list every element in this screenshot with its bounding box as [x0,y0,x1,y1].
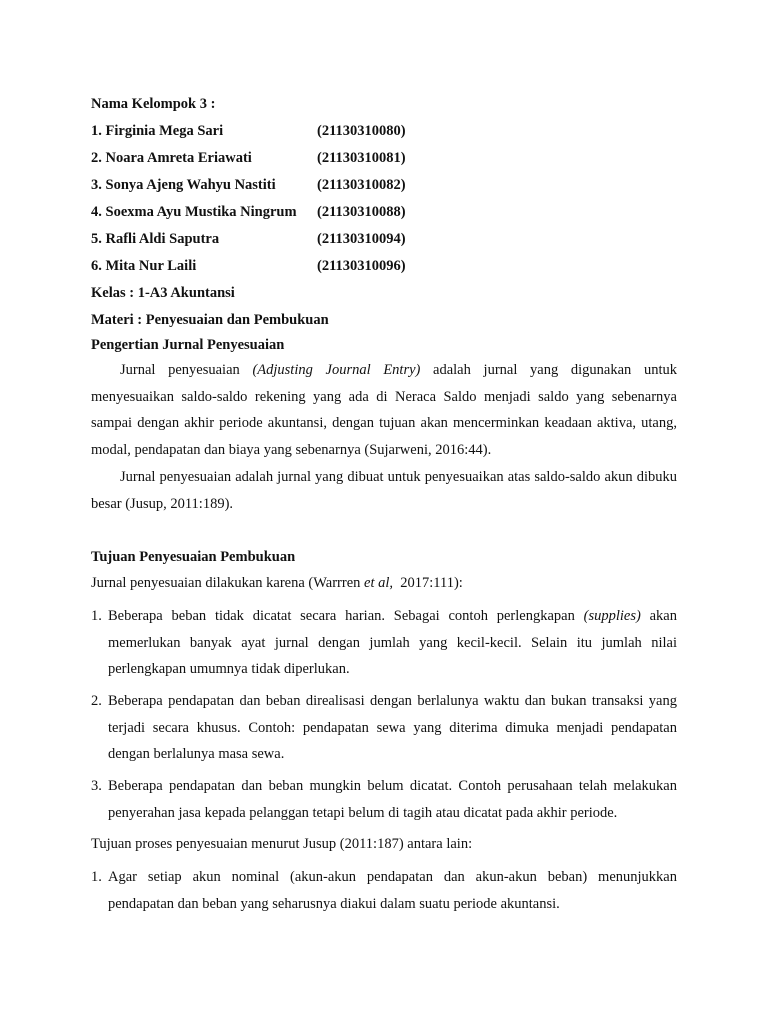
paragraph-italic-term: (Adjusting Journal Entry) [252,362,421,378]
paragraph-text: adalah jurnal yang digunakan untuk menyesuaikan saldo-saldo rekening yang ada di Neraca Saldo menjadi saldo yang sebenarnya sampai dengan akhir periode akuntansi, dengan tujuan akan mencerminkan keadaan aktiva, utang, modal, pendapatan dan biaya yang sebenarnya (Sujarweni, 2016:44). [91,362,677,458]
member-id: (21130310081) [317,150,406,166]
intro-text-end: 2017:111): [393,575,463,591]
member-name: 3. Sonya Ajeng Wahyu Nastiti [91,177,276,193]
member-id: (21130310082) [317,177,406,193]
paragraph-text: Jurnal penyesuaian [120,362,253,378]
group-title: Nama Kelompok 3 : [91,96,216,112]
list-text: akan memerlukan banyak ayat jurnal dengan jumlah yang kecil-kecil. Selain itu jumlah nilai perlengkapan umumnya tidak diperlukan. [108,608,677,677]
list-text: Agar setiap akun nominal (akun-akun pendapatan dan akun-akun beban) menunjukkan pendapatan dan beban yang seharusnya diakui dalam suatu periode akuntansi. [108,869,677,912]
section-heading-purpose: Tujuan Penyesuaian Pembukuan [91,549,296,565]
member-name: 1. Firginia Mega Sari [91,123,224,139]
purpose-process-intro: Tujuan proses penyesuaian menurut Jusup (2011:187) antara lain: [91,836,473,852]
member-id: (21130310088) [317,204,406,220]
intro-text: Jurnal penyesuaian dilakukan karena (Warrren [91,575,365,591]
section-heading-definition: Pengertian Jurnal Penyesuaian [91,337,285,353]
definition-paragraph-1 [91,357,677,463]
class-label: Kelas : 1-A3 Akuntansi [91,285,235,301]
list-number: 1. [91,869,102,885]
list-item [91,773,677,826]
member-name: 4. Soexma Ayu Mustika Ningrum [91,204,297,220]
list-item [91,864,677,917]
list-text: Beberapa pendapatan dan beban mungkin belum dicatat. Contoh perusahaan telah melakukan penyerahan jasa kepada pelanggan tetapi belum di tagih atau dicatat pada akhir periode. [108,778,677,821]
member-id: (21130310094) [317,231,406,247]
list-number: 2. [91,693,102,709]
list-item [91,603,677,683]
list-number: 3. [91,778,102,794]
member-name: 6. Mita Nur Laili [91,258,197,274]
list-italic-term: (supplies) [583,608,641,624]
member-name: 5. Rafli Aldi Saputra [91,231,220,247]
member-name: 2. Noara Amreta Eriawati [91,150,252,166]
list-number: 1. [91,608,102,624]
intro-italic: et al, [364,575,394,591]
list-text: Beberapa beban tidak dicatat secara harian. Sebagai contoh perlengkapan [108,608,584,624]
purpose-intro [91,573,677,593]
definition-paragraph-2: Jurnal penyesuaian adalah jurnal yang dibuat untuk penyesuaikan atas saldo-saldo akun dibuku besar (Jusup, 2011:189). [91,469,677,512]
list-text: Beberapa pendapatan dan beban direalisasi dengan berlalunya waktu dan bukan transaksi yang terjadi secara khusus. Contoh: pendapatan sewa yang diterima dimuka menjadi pendapatan dengan berlalunya masa sewa. [108,693,677,762]
member-id: (21130310096) [317,258,406,274]
member-id: (21130310080) [317,123,406,139]
material-label: Materi : Penyesuaian dan Pembukuan [91,312,329,328]
list-item [91,688,677,768]
